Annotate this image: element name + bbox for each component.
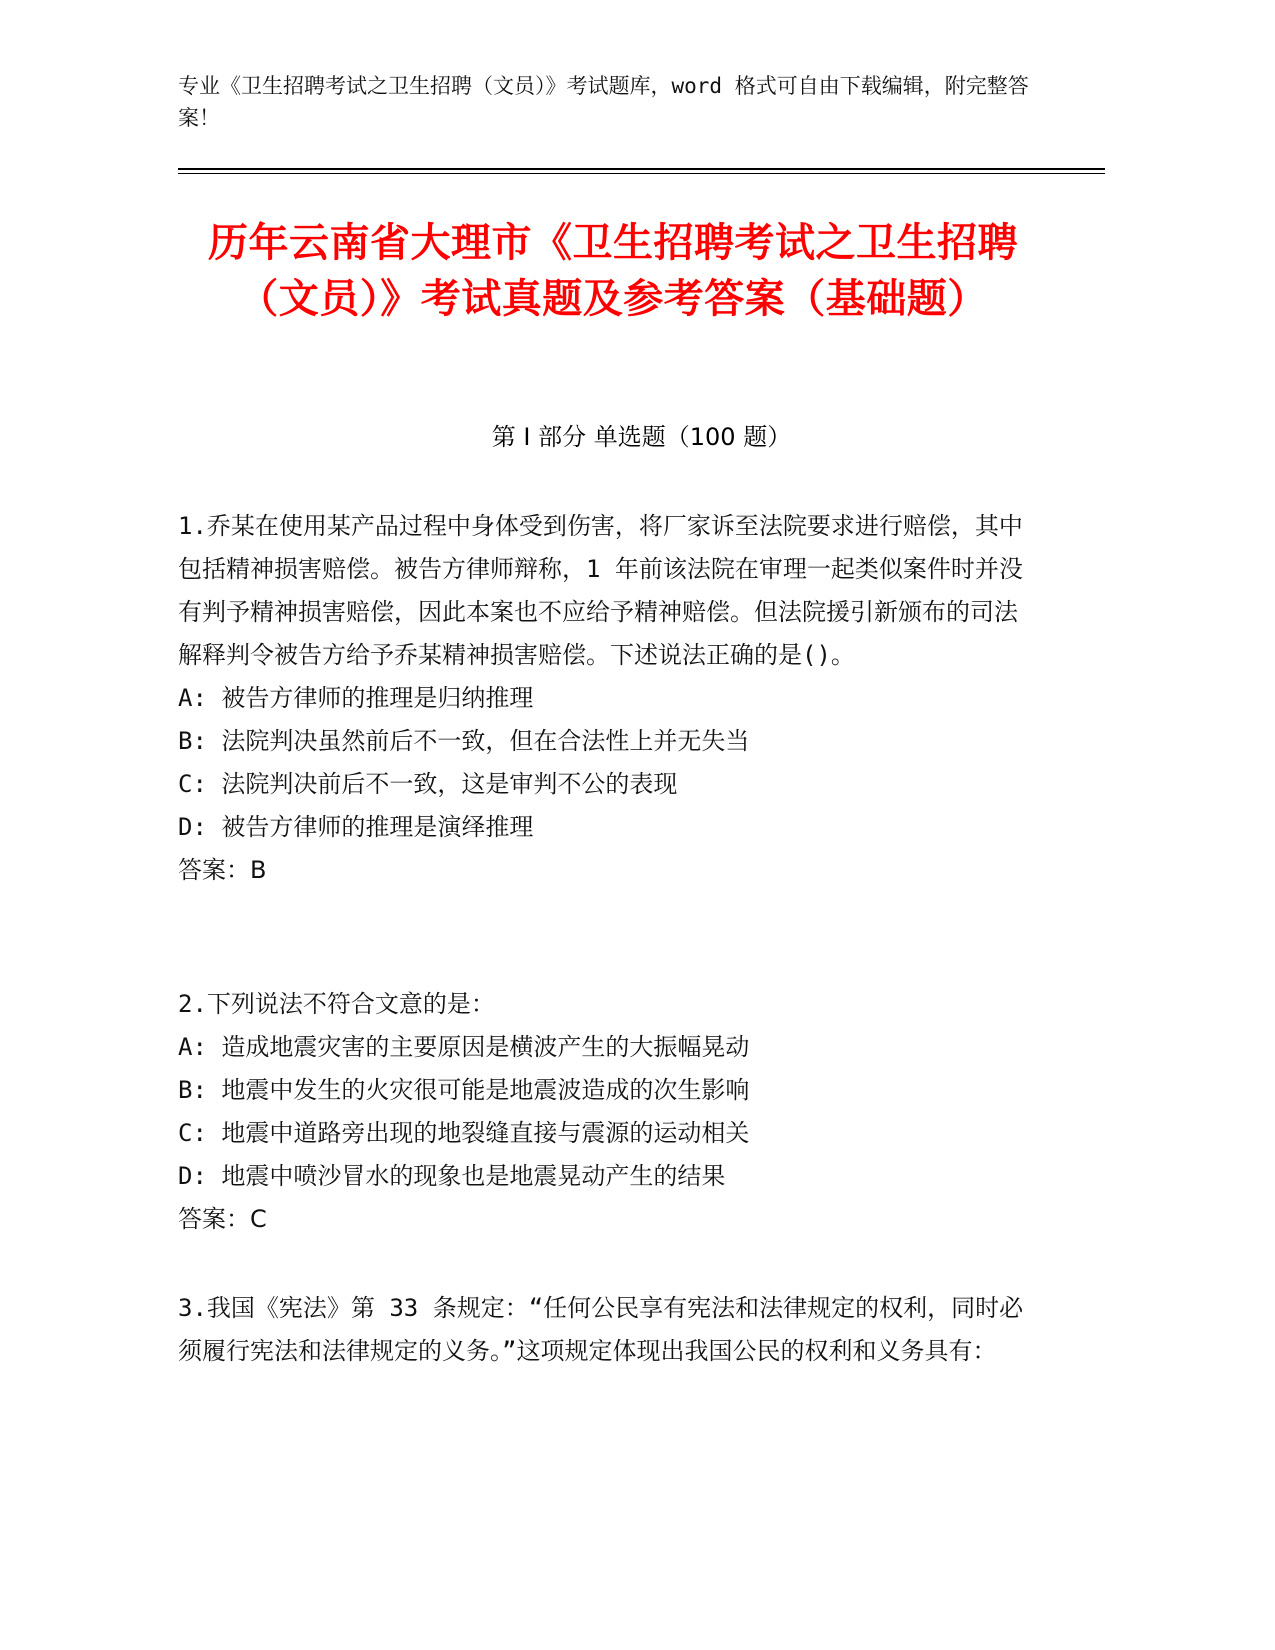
answer-line: 答案：C — [178, 1205, 267, 1233]
question-stem: 3.我国《宪法》第 33 条规定：“任何公民享有宪法和法律规定的权利，同时必须履行宪法和法律规定的义务。”这项规定体现出我国公民的权利和义务具有： — [178, 1294, 1024, 1365]
option-a: A: 造成地震灾害的主要原因是横波产生的大振幅晃动 — [178, 1033, 750, 1061]
header-note: 专业《卫生招聘考试之卫生招聘（文员）》考试题库，word 格式可自由下载编辑，附完整答案！ — [178, 74, 1029, 130]
option-d: D: 地震中喷沙冒水的现象也是地震晃动产生的结果 — [178, 1162, 726, 1190]
option-d: D: 被告方律师的推理是演绎推理 — [178, 813, 534, 841]
question-2 — [178, 983, 1038, 1241]
option-a: A: 被告方律师的推理是归纳推理 — [178, 684, 534, 712]
question-3 — [178, 1287, 1038, 1373]
option-c: C: 地震中道路旁出现的地裂缝直接与震源的运动相关 — [178, 1119, 750, 1147]
document-title: 历年云南省大理市《卫生招聘考试之卫生招聘（文员）》考试真题及参考答案（基础题） — [208, 220, 1018, 322]
option-b: B: 地震中发生的火灾很可能是地震波造成的次生影响 — [178, 1076, 750, 1104]
question-1 — [178, 505, 1038, 892]
option-c: C: 法院判决前后不一致，这是审判不公的表现 — [178, 770, 678, 798]
question-stem: 2.下列说法不符合文意的是： — [178, 990, 495, 1018]
answer-line: 答案：B — [178, 856, 267, 884]
section-heading: 第 I 部分 单选题（100 题） — [491, 423, 792, 451]
header-divider — [178, 168, 1105, 174]
question-stem: 1.乔某在使用某产品过程中身体受到伤害，将厂家诉至法院要求进行赔偿，其中包括精神损害赔偿。被告方律师辩称，1 年前该法院在审理一起类似案件时并没有判予精神损害赔偿，因此本案也不应给予精神赔偿。但法院援引新颁布的司法解释判令被告方给予乔某精神损害赔偿。下述说法正确的是()。 — [178, 512, 1023, 669]
option-b: B: 法院判决虽然前后不一致，但在合法性上并无失当 — [178, 727, 750, 755]
